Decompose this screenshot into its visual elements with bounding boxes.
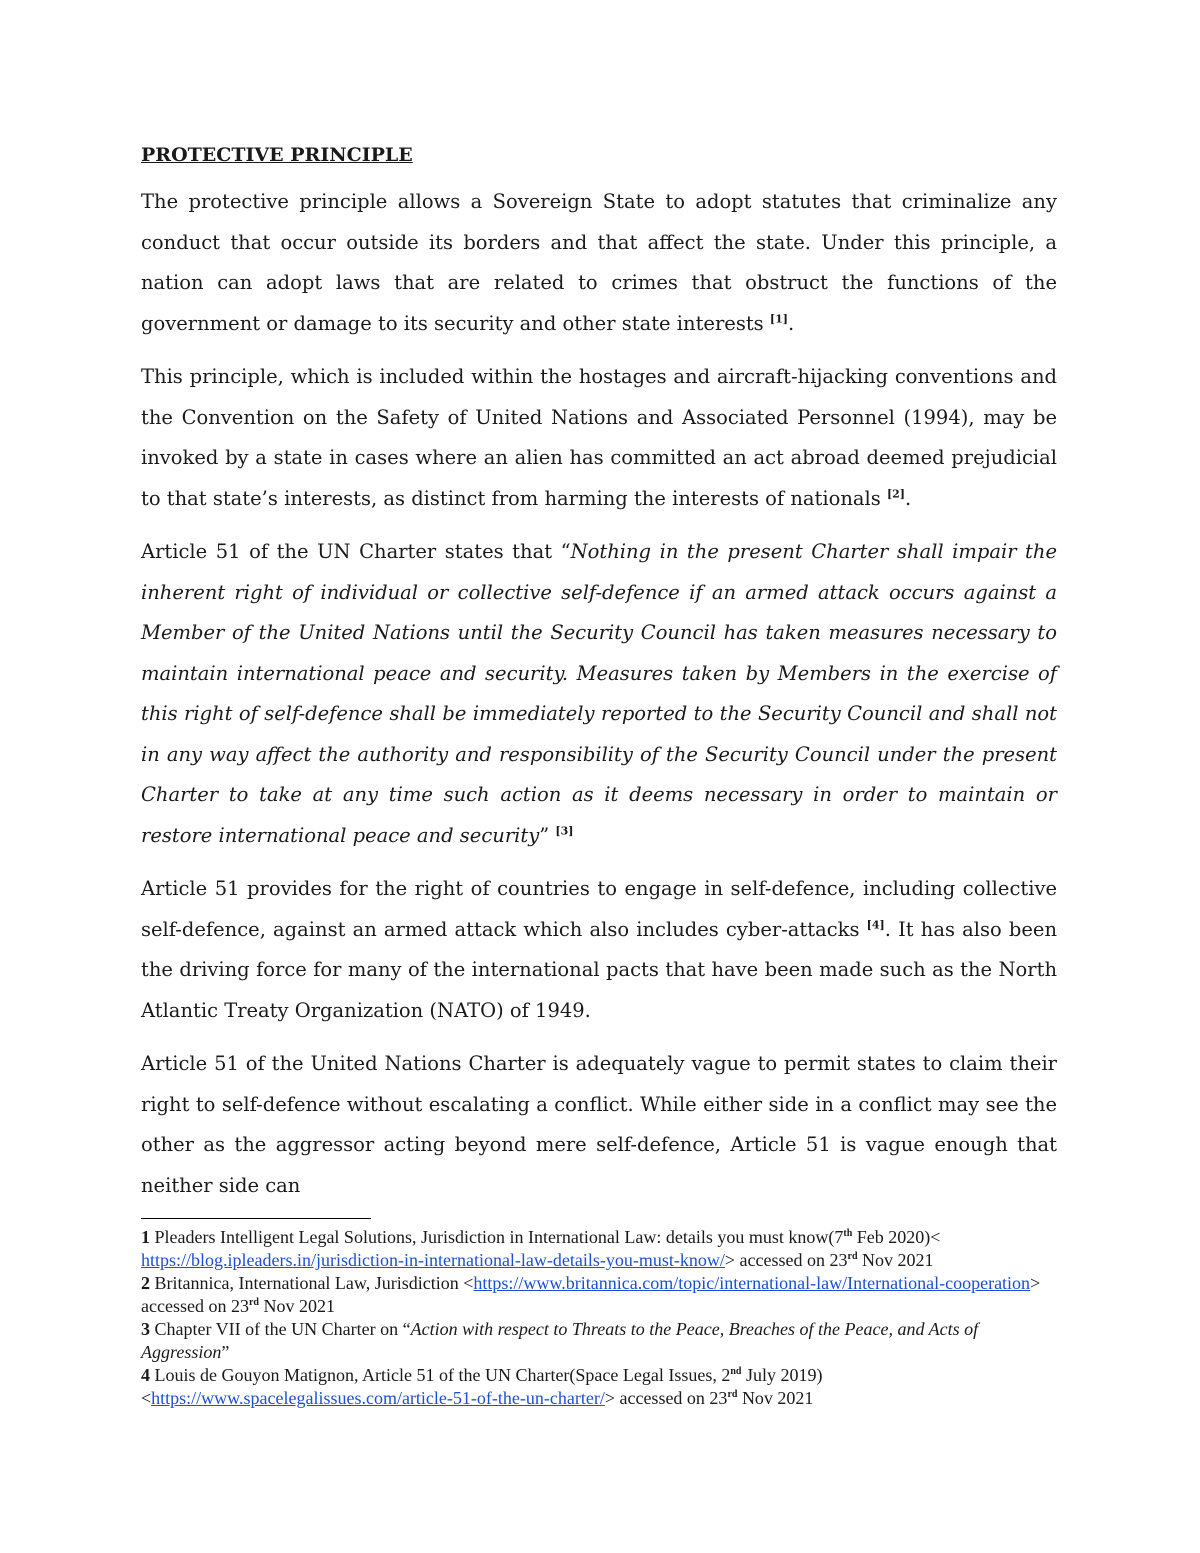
footnote-ref-3[interactable]: [3] — [555, 824, 574, 837]
paragraph-4-text: Article 51 provides for the right of countries to engage in self-defence, including collective self-defence, against an armed attack which also includes cyber-attacks — [141, 877, 1057, 941]
paragraph-4 — [141, 869, 1057, 1031]
paragraph-5-text: Article 51 of the United Nations Charter is adequately vague to permit states to claim their right to self-defence without escalating a conflict. While either side in a conflict may see the other as the aggressor acting beyond mere self-defence, Article 51 is vague enough that neither side can — [141, 1052, 1057, 1197]
footnote-3: 3 Chapter VII of the UN Charter on “Action with respect to Threats to the Peace, Breaches of the Peace, and Acts of Aggression” — [141, 1319, 979, 1362]
charter-quote: Nothing in the present Charter shall impair the inherent right of individual or collective self-defence if an armed attack occurs against a Member of the United Nations until the Security Council has taken measures necessary to maintain international peace and security. Measures taken by Members in the exercise of this right of self-defence shall be immediately reported to the Security Council and shall not in any way affect the authority and responsibility of the Security Council under the present Charter to take at any time such action as it deems necessary in order to maintain or restore international peace and security — [141, 540, 1057, 847]
paragraph-4-rest: . It has also been the driving force for many of the international pacts that have been made such as the North Atlantic Treaty Organization (NATO) of 1949. — [141, 917, 1057, 1022]
paragraph-2: This principle, which is included within the hostages and aircraft-hijacking conventions and the Convention on the Safety of United Nations and Associated Personnel (1994), may be invoked by a state in cases where an alien has committed an act abroad deemed prejudicial to that state’s interests, as distinct from harming the interests of nationals [2]. — [141, 365, 1057, 510]
paragraph-3: Article 51 of the UN Charter states that “Nothing in the present Charter shall impair the inherent right of individual or collective self-defence if an armed attack occurs against a Member of the United Nations until the Security Council has taken measures necessary to maintain international peace and security. Measures taken by Members in the exercise of this right of self-defence shall be immediately reported to the Security Council and shall not in any way affect the authority and responsibility of the Security Council under the present Charter to take at any time such action as it deems necessary in order to maintain or restore international peace and security” [3] — [141, 540, 1057, 847]
paragraph-2-text: This principle, which is included within the hostages and aircraft-hijacking conventions and the Convention on the Safety of United Nations and Associated Personnel (1994), may be invoked by a state in cases where an alien has committed an act abroad deemed prejudicial to that state’s interests, as distinct from harming the interests of nationals — [141, 365, 1057, 510]
page-title: PROTECTIVE PRINCIPLE — [141, 144, 413, 166]
document-body — [141, 140, 1057, 1219]
footnotes — [141, 1218, 1057, 1410]
footnote-ref-1[interactable]: [1] — [769, 312, 788, 325]
paragraph-1-text: The protective principle allows a Sovereign State to adopt statutes that criminalize any conduct that occur outside its borders and that affect the state. Under this principle, a nation can adopt laws that are related to crimes that obstruct the functions of the government or damage to its security and other state interests — [141, 190, 1057, 335]
footnote-divider — [141, 1218, 371, 1219]
paragraph-1: The protective principle allows a Sovereign State to adopt statutes that criminalize any conduct that occur outside its borders and that affect the state. Under this principle, a nation can adopt laws that are related to crimes that obstruct the functions of the government or damage to its security and other state interests [1]. — [141, 190, 1057, 335]
footnote-4-link[interactable]: https://www.spacelegalissues.com/article-51-of-the-un-charter/ — [151, 1388, 605, 1408]
footnote-ref-2[interactable]: [2] — [886, 487, 906, 500]
footnote-1-link[interactable]: https://blog.ipleaders.in/jurisdiction-in-international-law-details-you-must-know/ — [141, 1250, 725, 1270]
footnote-4: 4 Louis de Gouyon Matignon, Article 51 of the UN Charter(Space Legal Issues, 2nd July 2019)<https://www.spacelegalissues.com/article-51-of-the-un-charter/> accessed on 23rd Nov 2021 — [141, 1365, 823, 1408]
paragraph-5 — [141, 1044, 1057, 1206]
footnote-ref-4[interactable]: [4] — [866, 918, 885, 931]
footnote-2: 2 Britannica, International Law, Jurisdiction <https://www.britannica.com/topic/international-law/International-cooperation> accessed on 23rd Nov 2021 — [141, 1273, 1041, 1316]
footnote-1: 1 Pleaders Intelligent Legal Solutions, Jurisdiction in International Law: details you must know(7th Feb 2020)< https://blog.ipleaders.in/jurisdiction-in-international-law-details-you-must-know/> accessed on 23rd Nov 2021 — [141, 1227, 941, 1270]
footnote-2-link[interactable]: https://www.britannica.com/topic/international-law/International-cooperation — [473, 1273, 1031, 1293]
paragraph-3-lead: Article 51 of the UN Charter states that “ — [141, 540, 571, 563]
